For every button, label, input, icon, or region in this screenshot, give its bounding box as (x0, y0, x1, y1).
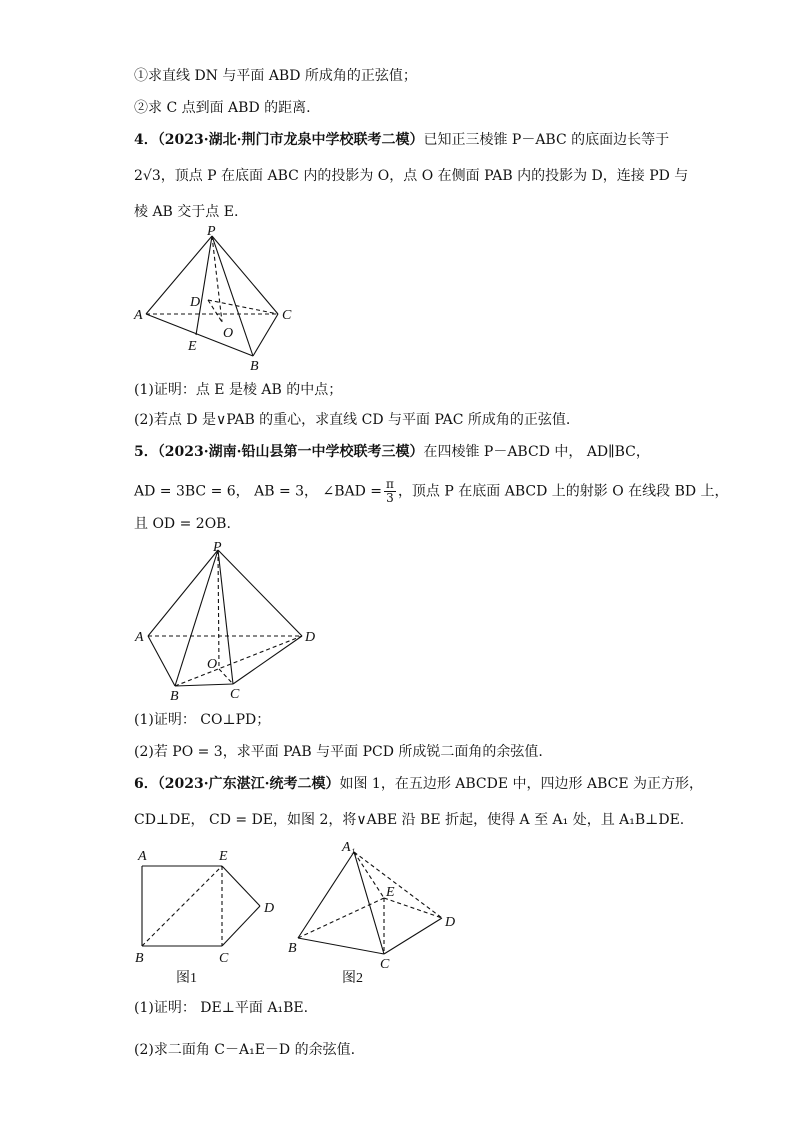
q5-fraction-numerator: π (386, 477, 394, 491)
q6-text-2: CD⊥DE， CD = DE，如图 2，将∨ABE 沿 BE 折起，使得 A 至 A₁ 处，且 A₁B⊥DE. (134, 812, 685, 828)
q5-text-1: 在四棱锥 P－ABCD 中， AD∥BC， (423, 444, 650, 460)
q5-source-header: 5．（2023·湖南·铅山县第一中学校联考三模） (134, 444, 424, 460)
q6-figure-1 (130, 836, 290, 990)
q6-fig1-caption: 图1 (176, 971, 197, 986)
q6-part-1: (1)证明： DE⊥平面 A₁BE. (134, 1000, 309, 1016)
q6-fig2-label-b: B (288, 941, 297, 956)
q6-fig2-label-e: E (386, 885, 395, 900)
q6-fig1-label-e: E (219, 849, 228, 864)
q5-pyramid-figure (130, 538, 330, 704)
q4-label-p: P (207, 224, 216, 239)
q6-fig2-caption: 图2 (342, 971, 363, 986)
q6-fig1-label-a: A (138, 849, 147, 864)
q6-fig2-label-a1: A₁ (342, 840, 356, 855)
q5-text-2b: ，顶点 P 在底面 ABCD 上的射影 O 在线段 BD 上， (397, 483, 729, 500)
q6-fig2-label-c: C (380, 957, 390, 972)
q6-text-1: 如图 1，在五边形 ABCDE 中，四边形 ABCE 为正方形， (339, 776, 704, 792)
q5-angle-fraction (384, 478, 396, 505)
q5-label-p: P (213, 540, 222, 555)
q5-label-c: C (230, 687, 240, 702)
q5-label-d: D (305, 630, 316, 645)
q4-pyramid-figure (130, 224, 310, 374)
q6-statement-line-1 (134, 774, 703, 794)
q5-statement-line-2 (134, 478, 729, 505)
q3-subpart-1: ①求直线 DN 与平面 ABD 所成角的正弦值； (134, 68, 417, 84)
q5-label-b: B (170, 689, 179, 704)
q4-label-c: C (282, 308, 292, 323)
q5-text-3: 且 OD = 2OB. (134, 516, 231, 532)
q4-label-o: O (223, 326, 234, 341)
q4-label-b: B (250, 359, 259, 374)
q5-part-2: (2)若 PO = 3，求平面 PAB 与平面 PCD 所成锐二面角的余弦值. (134, 744, 543, 760)
q6-part-2: (2)求二面角 C－A₁E－D 的余弦值. (134, 1042, 356, 1058)
q5-text-2a: AD = 3BC = 6， AB = 3， ∠BAD = (134, 483, 383, 500)
q6-source-header: 6．（2023·广东湛江·统考二模） (134, 776, 340, 792)
q4-part-2: (2)若点 D 是∨PAB 的重心，求直线 CD 与平面 PAC 所成角的正弦值. (134, 412, 571, 428)
q4-part-1: (1)证明：点 E 是棱 AB 的中点； (134, 382, 343, 398)
q3-subpart-2: ②求 C 点到面 ABD 的距离. (134, 100, 311, 116)
q4-statement-line-1 (134, 130, 669, 150)
q4-source-header: 4．（2023·湖北·荆门市龙泉中学校联考二模） (134, 132, 424, 148)
q4-label-d: D (190, 295, 201, 310)
q5-label-o: O (207, 657, 218, 672)
q4-text-2: 2√3，顶点 P 在底面 ABC 内的投影为 O，点 O 在侧面 PAB 内的投影为 D，连接 PD 与 (134, 168, 689, 184)
q5-statement-line-1 (134, 442, 650, 462)
q4-label-a: A (134, 308, 143, 323)
q6-fig1-label-c: C (219, 951, 229, 966)
q4-text-1: 已知正三棱锥 P－ABC 的底面边长等于 (423, 132, 670, 148)
q4-text-3: 棱 AB 交于点 E. (134, 204, 239, 220)
q5-label-a: A (135, 630, 144, 645)
q6-fig1-label-d: D (264, 901, 275, 916)
q5-fraction-denominator: 3 (386, 491, 394, 505)
q5-part-1: (1)证明： CO⊥PD； (134, 712, 271, 728)
q4-label-e: E (188, 339, 197, 354)
q6-figure-2 (280, 836, 470, 990)
q6-fig1-label-b: B (135, 951, 144, 966)
q6-fig2-label-d: D (445, 915, 456, 930)
